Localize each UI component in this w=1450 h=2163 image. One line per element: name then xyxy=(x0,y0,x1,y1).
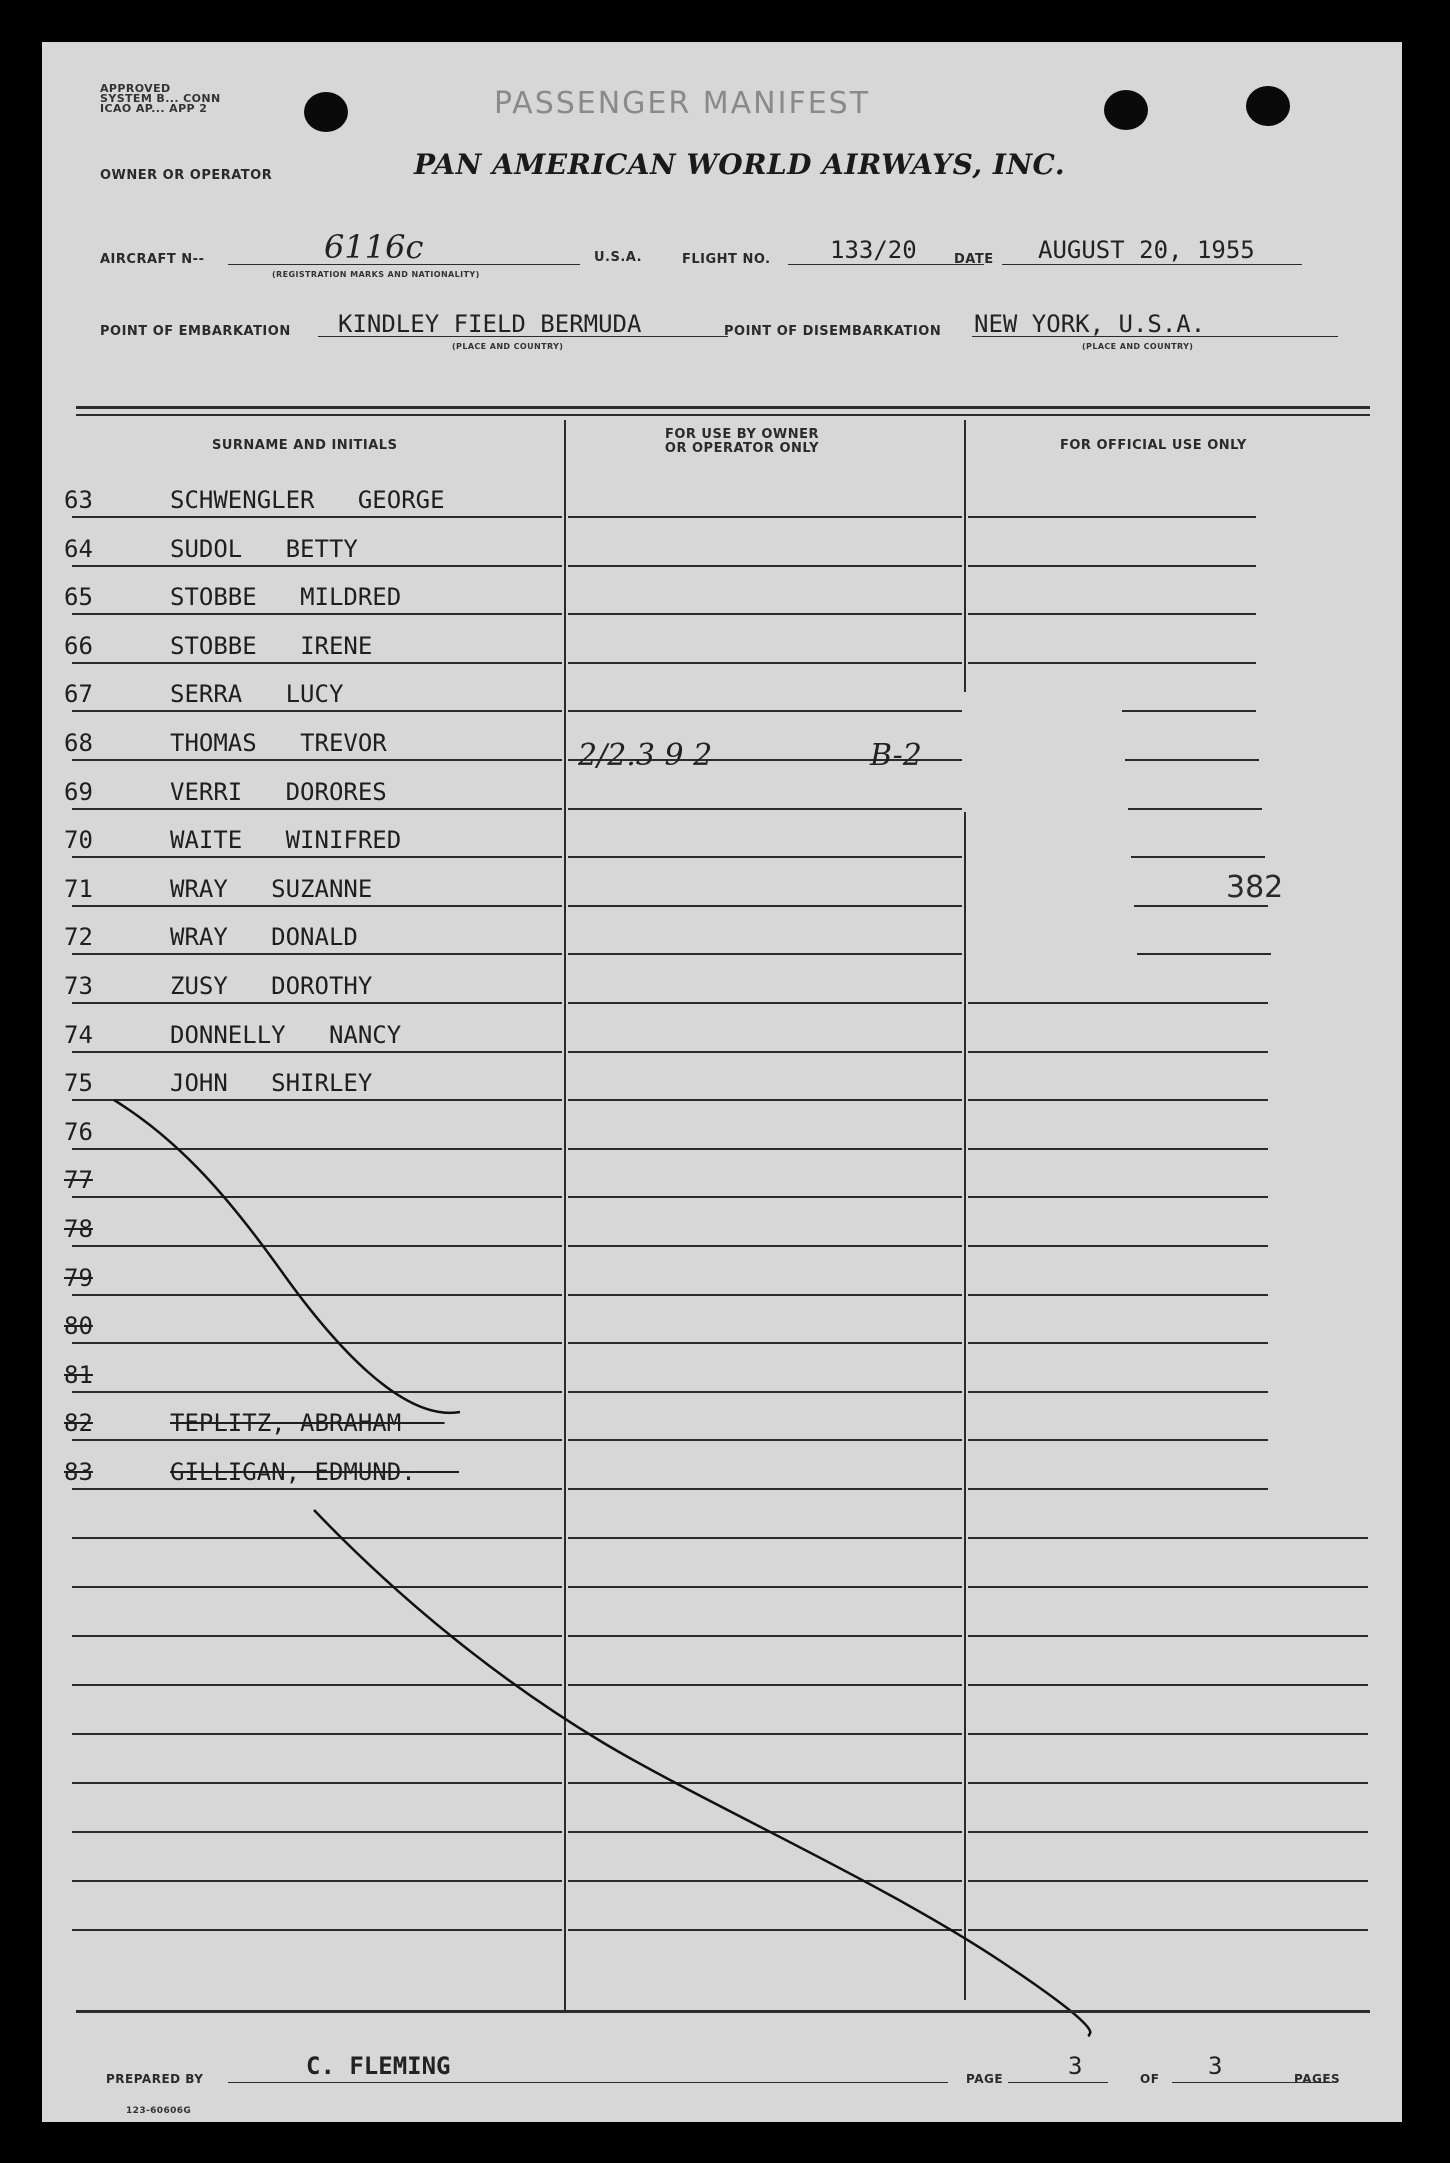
row-number: 63 xyxy=(64,486,93,514)
prepared-by-label: PREPARED BY xyxy=(106,2072,204,2086)
of-label: OF xyxy=(1140,2072,1160,2086)
date-label: DATE xyxy=(954,252,994,267)
row-number: 74 xyxy=(64,1020,93,1049)
row-number: 80 xyxy=(64,1312,93,1341)
passenger-surname: TEPLITZ, ABRAHAM xyxy=(170,1409,402,1438)
passenger-surname: WRAY xyxy=(170,874,228,903)
passenger-surname: GILLIGAN, EDMUND. xyxy=(170,1458,416,1486)
passenger-given-name: DONALD xyxy=(271,923,358,952)
row-number: 76 xyxy=(64,1117,93,1146)
embarkation-label: POINT OF EMBARKATION xyxy=(100,324,291,339)
stamp-line: APPROVED xyxy=(100,82,171,95)
disembarkation-sub-label: (PLACE AND COUNTRY) xyxy=(1082,342,1194,351)
row-number: 77 xyxy=(64,1166,93,1195)
flight-value: 133/20 xyxy=(830,236,917,264)
passenger-surname: ZUSY xyxy=(170,972,228,1000)
prepared-by-underline xyxy=(228,2082,948,2083)
passenger-given-name: MILDRED xyxy=(300,583,402,612)
row-number: 68 xyxy=(64,729,93,757)
owner-note-row-68: 2/2.3 9 2 xyxy=(578,738,713,773)
form-code: 123-60606G xyxy=(126,2106,192,2116)
stamp-line: ICAO AP... APP 2 xyxy=(100,102,208,115)
passenger-surname: WAITE xyxy=(170,826,243,855)
flight-label: FLIGHT NO. xyxy=(682,252,771,267)
passenger-surname: SUDOL xyxy=(170,534,243,563)
aircraft-value: 6116c xyxy=(324,228,424,266)
passenger-given-name: LUCY xyxy=(285,680,344,709)
row-number: 78 xyxy=(64,1215,93,1243)
owner-use-header-line: FOR USE BY OWNER xyxy=(664,427,820,442)
disembarkation-label: POINT OF DISEMBARKATION xyxy=(724,324,942,339)
pages-label: PAGES xyxy=(1294,2072,1341,2086)
passenger-surname: DONNELLY xyxy=(170,1020,286,1049)
page-label: PAGE xyxy=(966,2072,1004,2086)
surname-column-header: SURNAME AND INITIALS xyxy=(212,438,398,453)
embarkation-value: KINDLEY FIELD BERMUDA xyxy=(338,310,642,338)
passenger-surname: JOHN xyxy=(170,1069,228,1098)
passenger-surname: STOBBE xyxy=(170,631,257,660)
row-number: 72 xyxy=(64,923,93,952)
page-underline xyxy=(1008,2082,1108,2083)
row-number: 75 xyxy=(64,1069,93,1098)
aircraft-sub-label: (REGISTRATION MARKS AND NATIONALITY) xyxy=(272,270,480,279)
cancel-stroke-lower xyxy=(314,1510,1090,2036)
passenger-given-name: GEORGE xyxy=(357,486,445,514)
passenger-given-name: BETTY xyxy=(285,534,358,563)
usa-label: U.S.A. xyxy=(594,250,643,265)
row-number: 64 xyxy=(64,534,93,563)
row-number: 65 xyxy=(64,583,93,612)
passenger-surname: SERRA xyxy=(170,680,243,709)
page-number: 3 xyxy=(1068,2052,1083,2080)
passenger-given-name: DOROTHY xyxy=(271,972,373,1000)
passenger-given-name: TREVOR xyxy=(300,729,387,757)
row-number: 69 xyxy=(64,777,93,806)
owner-note-row-68-b: B-2 xyxy=(870,738,922,773)
cancel-stroke-upper xyxy=(114,1100,460,1413)
passenger-surname: SCHWENGLER xyxy=(170,486,315,514)
official-use-header: FOR OFFICIAL USE ONLY xyxy=(1060,438,1247,453)
row-number: 71 xyxy=(64,874,93,903)
passenger-given-name: DORORES xyxy=(285,777,387,806)
owner-value: PAN AMERICAN WORLD AIRWAYS, INC. xyxy=(414,148,1066,181)
owner-use-header-line: OR OPERATOR ONLY xyxy=(664,441,820,456)
passenger-given-name: SHIRLEY xyxy=(271,1069,373,1098)
passenger-surname: WRAY xyxy=(170,923,228,952)
passenger-surname: THOMAS xyxy=(170,729,257,757)
passenger-surname: STOBBE xyxy=(170,583,257,612)
row-number: 70 xyxy=(64,826,93,855)
passenger-given-name: NANCY xyxy=(328,1020,402,1049)
embarkation-sub-label: (PLACE AND COUNTRY) xyxy=(452,342,564,351)
owner-label: OWNER OR OPERATOR xyxy=(100,168,273,183)
passenger-surname: VERRI xyxy=(170,777,243,806)
row-number: 67 xyxy=(64,680,93,709)
passenger-given-name: WINIFRED xyxy=(285,826,402,855)
row-number: 81 xyxy=(64,1360,93,1389)
date-value: AUGUST 20, 1955 xyxy=(1038,236,1255,264)
passenger-given-name: IRENE xyxy=(300,631,373,660)
disembarkation-value: NEW YORK, U.S.A. xyxy=(974,310,1206,338)
row-number: 83 xyxy=(64,1458,93,1486)
row-number: 82 xyxy=(64,1409,93,1438)
form-title: PASSENGER MANIFEST xyxy=(494,86,871,121)
stamp-line: SYSTEM B... CONN xyxy=(100,92,221,105)
passenger-given-name: SUZANNE xyxy=(271,874,373,903)
row-number: 73 xyxy=(64,972,93,1000)
footer-rule xyxy=(76,2010,1370,2013)
manifest-sheet xyxy=(42,42,1402,2122)
page-total: 3 xyxy=(1208,2052,1223,2080)
row-number: 66 xyxy=(64,631,93,660)
official-note: 382 xyxy=(1226,870,1284,905)
aircraft-label: AIRCRAFT N-- xyxy=(100,252,205,267)
cancellation-strokes xyxy=(42,42,1402,2122)
row-number: 79 xyxy=(64,1263,93,1292)
prepared-by-value: C. FLEMING xyxy=(306,2052,451,2080)
